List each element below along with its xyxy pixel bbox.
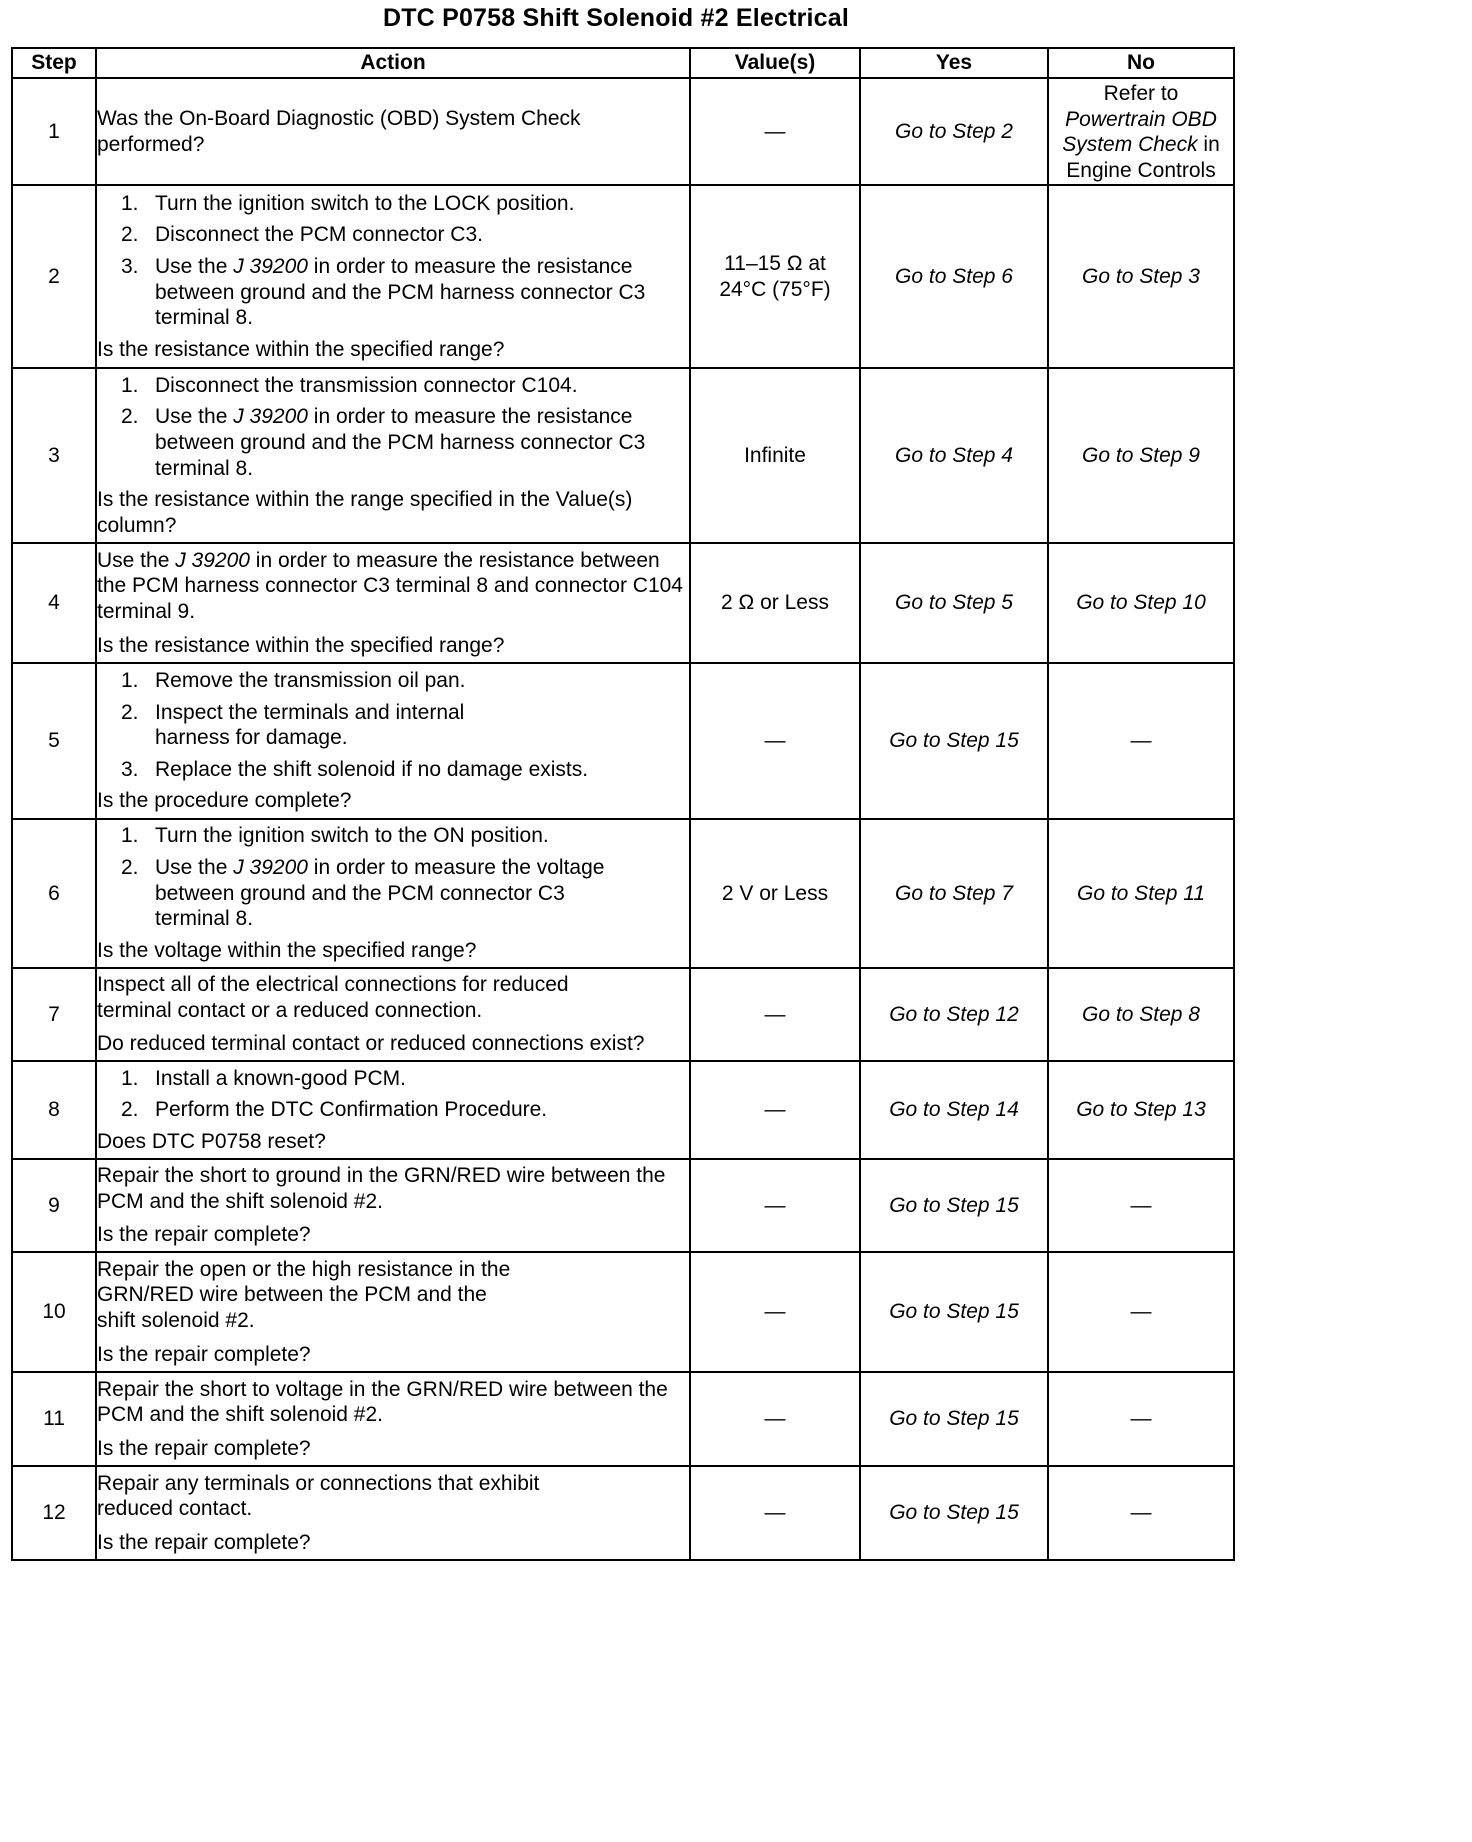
action-cell xyxy=(96,1466,690,1560)
refer-manual: Engine Controls xyxy=(1066,158,1216,182)
table-row xyxy=(12,819,1234,968)
table-row xyxy=(12,78,1234,185)
question-text: Is the voltage within the specified range? xyxy=(97,938,477,962)
yes-cell: Go to Step 14 xyxy=(860,1061,1048,1159)
list-item: 2. Perform the DTC Confirmation Procedure. xyxy=(121,1098,548,1122)
diagnostic-table xyxy=(11,47,1235,1561)
page-title: DTC P0758 Shift Solenoid #2 Electrical xyxy=(382,4,850,32)
value-cell: — xyxy=(690,78,860,185)
table-row xyxy=(12,663,1234,819)
action-list xyxy=(97,1066,689,1123)
refer-doc-name: System Check xyxy=(1062,133,1198,157)
action-text: Repair the short to ground in the GRN/RED wire between the PCM and the shift solenoid #2. xyxy=(97,1164,666,1213)
no-cell: Go to Step 13 xyxy=(1048,1061,1234,1159)
no-cell: Go to Step 11 xyxy=(1048,819,1234,968)
no-cell xyxy=(1048,78,1234,185)
action-cell xyxy=(96,543,690,663)
yes-cell: Go to Step 6 xyxy=(860,185,1048,368)
table-row xyxy=(12,185,1234,368)
value-cell: 2 V or Less xyxy=(690,819,860,968)
list-item: 2. Disconnect the PCM connector C3. xyxy=(121,223,483,247)
value-cell: — xyxy=(690,1466,860,1560)
step-number: 11 xyxy=(12,1372,96,1466)
question-text: Is the repair complete? xyxy=(97,1342,311,1366)
header-no: No xyxy=(1048,48,1234,78)
step-number: 12 xyxy=(12,1466,96,1560)
table-row xyxy=(12,1061,1234,1159)
header-yes: Yes xyxy=(860,48,1048,78)
table-row xyxy=(12,543,1234,663)
header-action: Action xyxy=(96,48,690,78)
value-cell: 2 Ω or Less xyxy=(690,543,860,663)
value-cell: — xyxy=(690,1159,860,1252)
step-number: 1 xyxy=(12,78,96,185)
yes-cell: Go to Step 15 xyxy=(860,663,1048,819)
action-cell xyxy=(96,1061,690,1159)
yes-cell: Go to Step 15 xyxy=(860,1252,1048,1372)
step-number: 8 xyxy=(12,1061,96,1159)
list-item: 2. Use the J 39200 in order to measure the voltage between ground and the PCM connector C3 terminal 8. xyxy=(121,856,605,931)
question-text: Is the repair complete? xyxy=(97,1436,311,1460)
question-text: Do reduced terminal contact or reduced connections exist? xyxy=(97,1032,645,1056)
list-item: 3. Use the J 39200 in order to measure the resistance between ground and the PCM harness connector C3 terminal 8. xyxy=(121,254,646,330)
step-number: 7 xyxy=(12,968,96,1061)
no-cell: — xyxy=(1048,1372,1234,1466)
action-text: Repair the open or the high resistance in the GRN/RED wire between the PCM and the shift solenoid #2. xyxy=(97,1257,511,1332)
yes-cell: Go to Step 15 xyxy=(860,1372,1048,1466)
no-cell: Go to Step 9 xyxy=(1048,368,1234,543)
refer-in: in xyxy=(1197,133,1220,157)
value-cell: — xyxy=(690,1252,860,1372)
action-list xyxy=(97,668,689,782)
question-text: Does DTC P0758 reset? xyxy=(97,1129,326,1153)
no-cell: — xyxy=(1048,1252,1234,1372)
refer-line: Refer to xyxy=(1103,82,1179,105)
list-item: 3. Replace the shift solenoid if no damage exists. xyxy=(121,757,589,781)
step-number: 3 xyxy=(12,368,96,543)
header-step: Step xyxy=(12,48,96,78)
list-item: 1. Turn the ignition switch to the ON position. xyxy=(121,824,549,848)
list-item: 1. Disconnect the transmission connector C104. xyxy=(121,373,578,397)
no-cell: — xyxy=(1048,1466,1234,1560)
yes-cell: Go to Step 5 xyxy=(860,543,1048,663)
action-list xyxy=(97,191,689,331)
action-cell xyxy=(96,968,690,1061)
no-cell: Go to Step 8 xyxy=(1048,968,1234,1061)
yes-cell: Go to Step 15 xyxy=(860,1159,1048,1252)
list-item: 1. Install a known-good PCM. xyxy=(121,1066,406,1090)
action-cell xyxy=(96,185,690,368)
table-row xyxy=(12,1466,1234,1560)
value-cell: 11–15 Ω at 24°C (75°F) xyxy=(690,185,860,368)
no-cell: — xyxy=(1048,663,1234,819)
step-number: 10 xyxy=(12,1252,96,1372)
action-cell xyxy=(96,663,690,819)
action-text: Was the On-Board Diagnostic (OBD) System Check performed? xyxy=(97,106,581,156)
list-item: 1. Remove the transmission oil pan. xyxy=(121,668,466,692)
value-cell: — xyxy=(690,1061,860,1159)
action-text: Repair the short to voltage in the GRN/RED wire between the PCM and the shift solenoid #2. xyxy=(97,1377,668,1427)
action-text: Inspect all of the electrical connections for reduced terminal contact or a reduced connection. xyxy=(97,973,569,1022)
tool-name: J 39200 xyxy=(233,405,308,429)
tool-name: J 39200 xyxy=(175,548,250,572)
action-cell xyxy=(96,819,690,968)
question-text: Is the repair complete? xyxy=(97,1530,311,1554)
table-row xyxy=(12,968,1234,1061)
question-text: Is the procedure complete? xyxy=(97,789,352,813)
header-value: Value(s) xyxy=(690,48,860,78)
table-row xyxy=(12,1252,1234,1372)
action-cell xyxy=(96,1159,690,1252)
yes-cell: Go to Step 4 xyxy=(860,368,1048,543)
list-item: 2. Inspect the terminals and internal harness for damage. xyxy=(121,700,465,750)
list-item: 1. Turn the ignition switch to the LOCK position. xyxy=(121,191,575,215)
value-cell: — xyxy=(690,1372,860,1466)
step-number: 2 xyxy=(12,185,96,368)
yes-cell: Go to Step 7 xyxy=(860,819,1048,968)
table-row xyxy=(12,1372,1234,1466)
yes-cell: Go to Step 12 xyxy=(860,968,1048,1061)
no-cell: Go to Step 10 xyxy=(1048,543,1234,663)
table-row xyxy=(12,1159,1234,1252)
step-number: 9 xyxy=(12,1159,96,1252)
refer-doc-line: Powertrain OBD xyxy=(1065,107,1217,131)
question-text: Is the repair complete? xyxy=(97,1223,311,1247)
action-cell xyxy=(96,1372,690,1466)
table-row xyxy=(12,368,1234,543)
action-text: Repair any terminals or connections that exhibit reduced contact. xyxy=(97,1471,540,1521)
no-cell: Go to Step 3 xyxy=(1048,185,1234,368)
step-number: 4 xyxy=(12,543,96,663)
action-text: Use the J 39200 in order to measure the resistance between the PCM harness connector C3 terminal 8 and connector C104 terminal 9. xyxy=(97,548,683,623)
tool-name: J 39200 xyxy=(233,254,308,278)
question-text: Is the resistance within the specified range? xyxy=(97,633,505,657)
action-cell xyxy=(96,368,690,543)
value-cell: — xyxy=(690,663,860,819)
action-list xyxy=(97,823,689,931)
yes-cell: Go to Step 15 xyxy=(860,1466,1048,1560)
question-text: Is the resistance within the range specified in the Value(s) column? xyxy=(97,488,633,537)
no-cell: — xyxy=(1048,1159,1234,1252)
tool-name: J 39200 xyxy=(233,856,308,880)
step-number: 6 xyxy=(12,819,96,968)
yes-cell: Go to Step 2 xyxy=(860,78,1048,185)
value-cell: Infinite xyxy=(690,368,860,543)
action-cell xyxy=(96,78,690,185)
refer-doc-line2 xyxy=(1049,132,1233,158)
action-cell xyxy=(96,1252,690,1372)
header-row xyxy=(12,48,1234,78)
action-list xyxy=(97,373,689,481)
list-item: 2. Use the J 39200 in order to measure the resistance between ground and the PCM harness connector C3 terminal 8. xyxy=(121,405,646,480)
value-cell: — xyxy=(690,968,860,1061)
question-text: Is the resistance within the specified range? xyxy=(97,337,505,361)
step-number: 5 xyxy=(12,663,96,819)
